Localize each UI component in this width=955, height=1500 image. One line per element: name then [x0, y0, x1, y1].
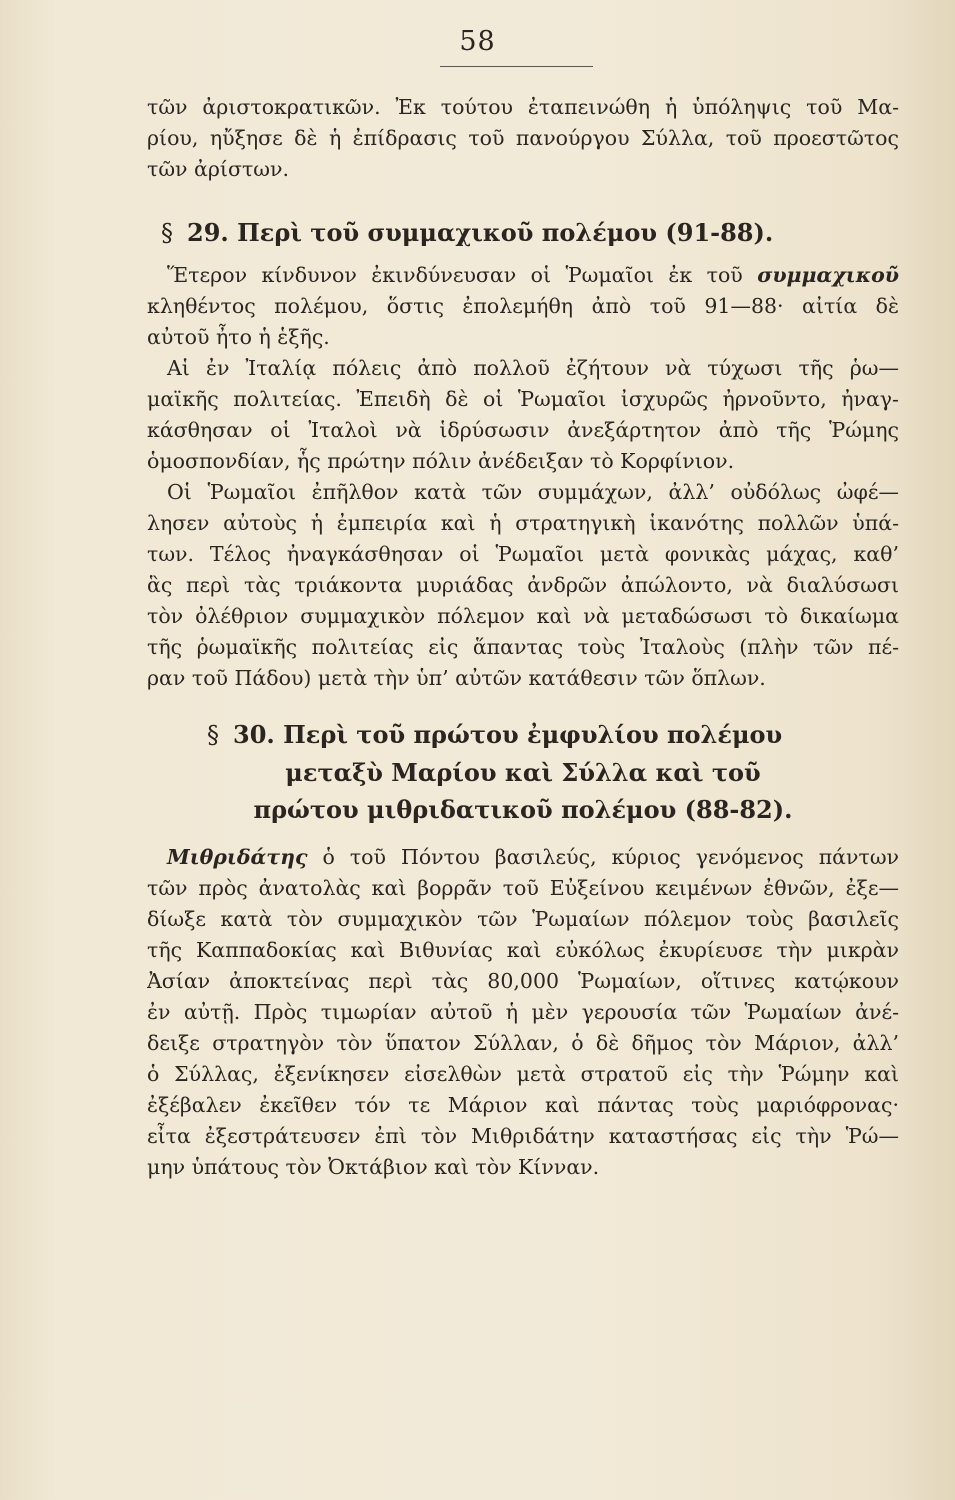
- header-rule: [440, 66, 593, 67]
- text-line: [147, 260, 899, 291]
- section-29-heading: [147, 214, 899, 252]
- text-line: ὁμοσπονδίαν, ἧς πρώτην πόλιν ἀνέδειξαν τὸ Κορφίνιον.: [147, 449, 735, 473]
- section-30-title-line: μεταξὺ Μαρίου καὶ Σύλλα καὶ τοῦ: [285, 758, 761, 787]
- text-line: ραν τοῦ Πάδου) μετὰ τὴν ὑπ’ αὐτῶν κατάθεσιν τῶν ὅπλων.: [147, 666, 766, 690]
- text-line: μην ὑπάτους τὸν Ὀκτάβιον καὶ τὸν Κίνναν.: [147, 1155, 600, 1179]
- text-line: ρίου, ηὔξησε δὲ ἡ ἐπίδρασις τοῦ πανούργου Σύλλα, τοῦ προεστῶτος: [147, 126, 899, 150]
- section-30-title-line: [147, 716, 899, 754]
- text-line: Ἀσίαν ἀποκτείνας περὶ τὰς 80,000 Ῥωμαίων, οἵτινες κατῴκουν: [147, 969, 899, 993]
- lead-word: Μιθριδάτης: [167, 845, 308, 869]
- intro-paragraph: [147, 92, 899, 185]
- text-line: ἐξέβαλεν ἐκεῖθεν τόν τε Μάριον καὶ πάντας τοὺς μαριόφρονας·: [147, 1093, 899, 1117]
- text-line: Αἱ ἐν Ἰταλίᾳ πόλεις ἀπὸ πολλοῦ ἐζήτουν νὰ τύχωσι τῆς ῥω—: [167, 356, 899, 380]
- text-line: ἐν αὐτῇ. Πρὸς τιμωρίαν αὐτοῦ ἡ μὲν γερουσία τῶν Ῥωμαίων ἀνέ-: [147, 1000, 899, 1024]
- text-line: αὐτοῦ ἦτο ἡ ἑξῆς.: [147, 325, 330, 349]
- text-line: κληθέντος πολέμου, ὅστις ἐπολεμήθη ἀπὸ τοῦ 91—88· αἰτία δὲ: [147, 294, 899, 318]
- text-span: Ἕτερον κίνδυνον ἐκινδύνευσαν οἱ Ῥωμαῖοι ἐκ τοῦ: [167, 263, 743, 287]
- emphasis-word: συμμαχικοῦ: [757, 263, 899, 287]
- text-line: δίωξε κατὰ τὸν συμμαχικὸν τῶν Ῥωμαίων πόλεμον τοὺς βασιλεῖς: [147, 907, 899, 931]
- section-30-paragraph-1: [147, 842, 899, 1183]
- text-line: τῶν πρὸς ἀνατολὰς καὶ βορρᾶν τοῦ Εὐξείνου κειμένων ἐθνῶν, ἐξε—: [147, 876, 899, 900]
- page-body: [147, 92, 899, 1183]
- text-line: εἶτα ἐξεστράτευσεν ἐπὶ τὸν Μιθριδάτην καταστήσας εἰς τὴν Ῥώ—: [147, 1124, 899, 1148]
- section-29-paragraph-1: [147, 260, 899, 353]
- text-line: κάσθησαν οἱ Ἰταλοὶ νὰ ἱδρύσωσιν ἀνεξάρτητον ἀπὸ τῆς Ῥώμης: [147, 418, 899, 442]
- text-line: τῶν ἀρίστων.: [147, 157, 289, 181]
- text-line: ὁ Σύλλας, ἐξενίκησεν εἰσελθὼν μετὰ στρατοῦ εἰς τὴν Ῥώμην καὶ: [147, 1062, 899, 1086]
- text-line: τὸν ὀλέθριον συμμαχικὸν πόλεμον καὶ νὰ μεταδώσωσι τὸ δικαίωμα: [147, 604, 899, 628]
- text-line: μαϊκῆς πολιτείας. Ἐπειδὴ δὲ οἱ Ῥωμαῖοι ἰσχυρῶς ἠρνοῦντο, ἠναγ-: [147, 387, 899, 411]
- text-line: [147, 842, 899, 873]
- section-29-paragraph-3: [147, 477, 899, 694]
- section-mark: §: [161, 219, 173, 247]
- text-line: τῶν ἀριστοκρατικῶν. Ἐκ τούτου ἐταπεινώθη ἡ ὑπόληψις τοῦ Μα-: [147, 95, 899, 119]
- text-line: δειξε στρατηγὸν τὸν ὕπατον Σύλλαν, ὁ δὲ δῆμος τὸν Μάριον, ἀλλ’: [147, 1031, 899, 1055]
- text-span: ὁ τοῦ Πόντου βασιλεύς, κύριος γενόμενος πάντων: [307, 845, 899, 869]
- section-30-title-line: πρώτου μιθριδατικοῦ πολέμου (88-82).: [253, 795, 793, 824]
- text-line: ἃς περὶ τὰς τριάκοντα μυριάδας ἀνδρῶν ἀπώλοντο, νὰ διαλύσωσι: [147, 573, 899, 597]
- section-mark: §: [207, 721, 219, 749]
- text-line: τῆς Καππαδοκίας καὶ Βιθυνίας καὶ εὐκόλως ἐκυρίευσε τὴν μικρὰν: [147, 938, 899, 962]
- page-number: 58: [459, 26, 496, 57]
- text-line: των. Τέλος ἠναγκάσθησαν οἱ Ῥωμαῖοι μετὰ φονικὰς μάχας, καθ’: [147, 542, 899, 566]
- section-30-heading: [147, 716, 899, 828]
- text-line: τῆς ῥωμαϊκῆς πολιτείας εἰς ἅπαντας τοὺς Ἰταλοὺς (πλὴν τῶν πέ-: [147, 635, 899, 659]
- section-29-paragraph-2: [147, 353, 899, 477]
- text-line: λησεν αὐτοὺς ἡ ἐμπειρία καὶ ἡ στρατηγικὴ ἱκανότης πολλῶν ὑπά-: [147, 511, 899, 535]
- section-29-title: 29. Περὶ τοῦ συμμαχικοῦ πολέμου (91-88).: [187, 218, 774, 247]
- heading-text: 30. Περὶ τοῦ πρώτου ἐμφυλίου πολέμου: [233, 720, 783, 749]
- text-line: Οἱ Ῥωμαῖοι ἐπῆλθον κατὰ τῶν συμμάχων, ἀλλ’ οὐδόλως ὠφέ—: [167, 480, 899, 504]
